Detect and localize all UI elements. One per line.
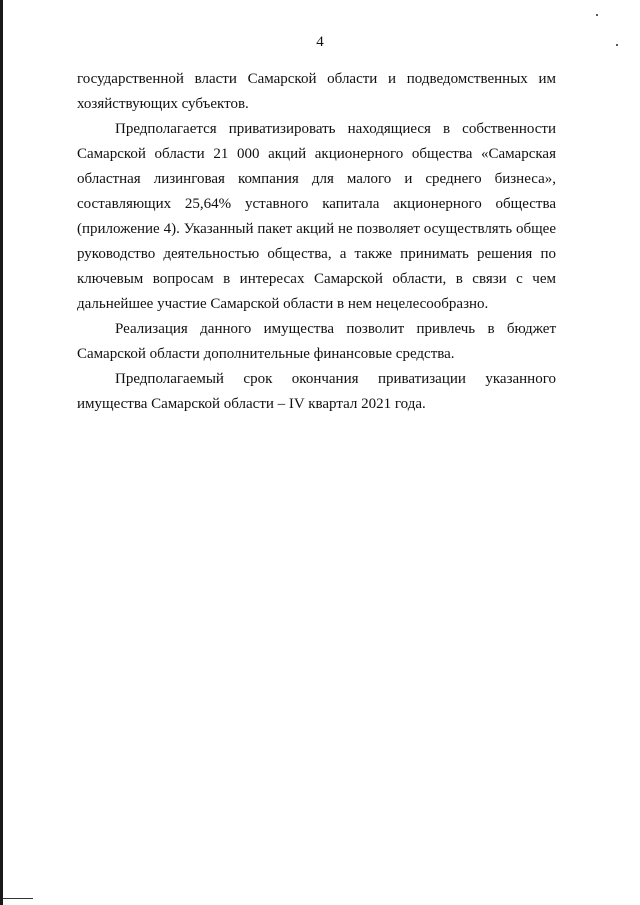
scan-left-edge [0,0,3,905]
scan-speck [596,14,598,16]
text-line: ключевым вопросам в интересах Самарской области, в связи с чем [77,271,556,287]
text-line: областная лизинговая компания для малого и среднего бизнеса», [77,171,556,187]
text-line: Самарской области дополнительные финансовые средства. [77,346,455,362]
text-line: хозяйствующих субъектов. [77,96,249,112]
text-line: Предполагается приватизировать находящиеся в собственности [115,121,556,137]
text-line: Самарской области 21 000 акций акционерного общества «Самарская [77,146,556,162]
scan-bottom-mark [3,898,33,899]
text-line: дальнейшее участие Самарской области в нем нецелесообразно. [77,296,489,312]
text-line: (приложение 4). Указанный пакет акций не позволяет осуществлять общее [77,221,556,237]
document-body [77,67,556,417]
text-line: государственной власти Самарской области и подведомственных им [77,71,556,87]
scan-speck [616,44,618,46]
text-line: руководство деятельностью общества, а также принимать решения по [77,246,556,262]
text-line: составляющих 25,64% уставного капитала акционерного общества [77,196,556,212]
page-number: 4 [316,34,324,50]
text-line: Предполагаемый срок окончания приватизации указанного [115,371,556,387]
text-line: Реализация данного имущества позволит привлечь в бюджет [115,321,556,337]
text-line: имущества Самарской области – IV квартал 2021 года. [77,396,426,412]
